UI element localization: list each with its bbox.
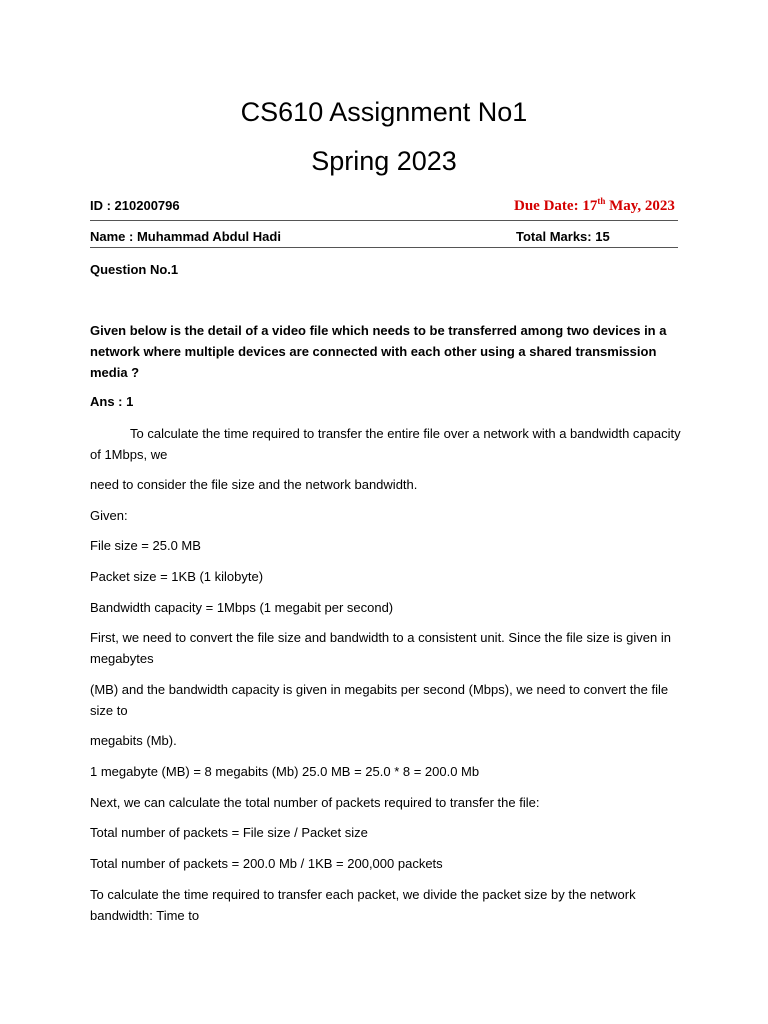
due-date-ordinal: th	[597, 196, 606, 206]
divider-line	[90, 220, 678, 221]
due-date-prefix: Due Date: 17	[514, 198, 598, 214]
answer-paragraph: Packet size = 1KB (1 kilobyte)	[90, 569, 264, 584]
answer-paragraph: megabits (Mb).	[90, 733, 177, 748]
student-name: Name : Muhammad Abdul Hadi	[90, 229, 281, 244]
student-id: ID : 210200796	[90, 198, 180, 213]
answer-paragraph: Bandwidth capacity = 1Mbps (1 megabit per second)	[90, 600, 394, 615]
answer-paragraph: (MB) and the bandwidth capacity is given in megabits per second (Mbps), we need to convert the file size to	[90, 682, 669, 718]
answer-paragraph: 1 megabyte (MB) = 8 megabits (Mb) 25.0 MB = 25.0 * 8 = 200.0 Mb	[90, 764, 480, 779]
answer-paragraph: To calculate the time required to transfer each packet, we divide the packet size by the network bandwidth: Time to	[90, 887, 636, 923]
question-text: Given below is the detail of a video file which needs to be transferred among two devices in a network where multiple devices are connected with each other using a shared transmission media ?	[90, 323, 667, 380]
answer-paragraph: First, we need to convert the file size and bandwidth to a consistent unit. Since the file size is given in megabytes	[90, 630, 671, 666]
answer-paragraph: Next, we can calculate the total number of packets required to transfer the file:	[90, 795, 540, 810]
document-subtitle: Spring 2023	[311, 146, 457, 176]
answer-paragraph: Given:	[90, 508, 128, 523]
answer-paragraph: File size = 25.0 MB	[90, 538, 201, 553]
question-heading: Question No.1	[90, 262, 179, 277]
divider-line	[90, 247, 678, 248]
answer-paragraph: Total number of packets = 200.0 Mb / 1KB = 200,000 packets	[90, 856, 443, 871]
due-date-suffix: May, 2023	[605, 198, 675, 214]
answer-paragraph: Total number of packets = File size / Packet size	[90, 825, 368, 840]
total-marks: Total Marks: 15	[516, 229, 610, 244]
answer-paragraph: To calculate the time required to transfer the entire file over a network with a bandwidth capacity of 1Mbps, we	[90, 426, 681, 462]
due-date	[514, 196, 675, 215]
answer-heading: Ans : 1	[90, 394, 134, 409]
answer-paragraph: need to consider the file size and the network bandwidth.	[90, 477, 418, 492]
document-title: CS610 Assignment No1	[240, 97, 528, 127]
